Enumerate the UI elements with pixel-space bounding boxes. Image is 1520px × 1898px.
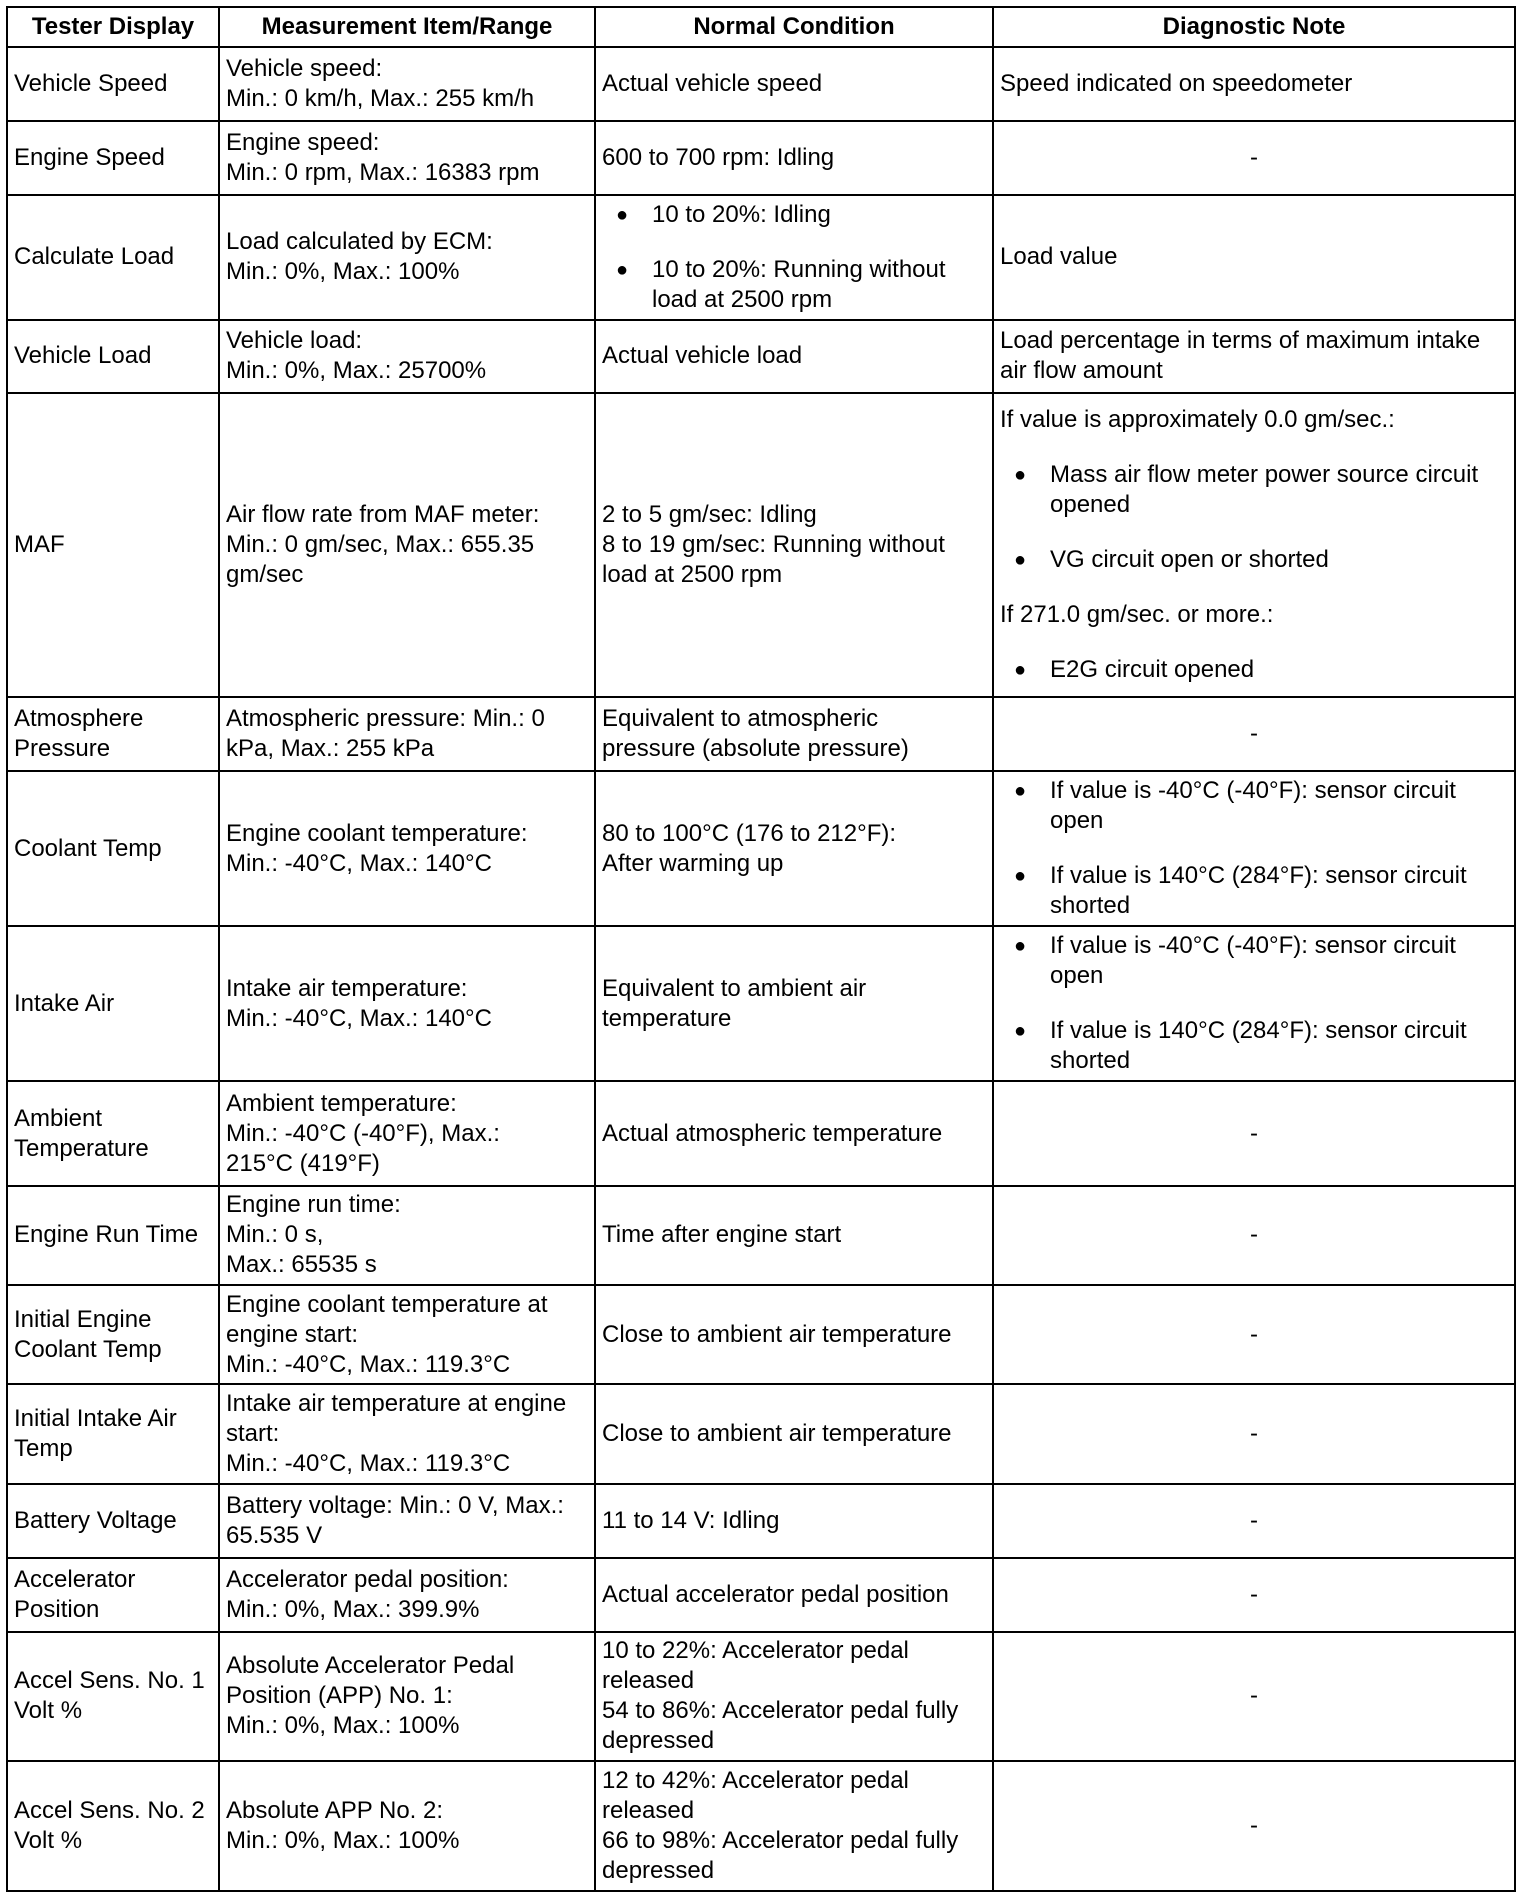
column-header-normal-condition: Normal Condition xyxy=(595,7,993,47)
bullet-item xyxy=(1000,460,1508,520)
cell-text-line: Accel Sens. No. 1 xyxy=(14,1667,205,1695)
table-row xyxy=(7,1081,1515,1185)
cell-measurement-range xyxy=(219,195,595,320)
cell-text-line: Vehicle speed: xyxy=(226,54,383,82)
cell-text-line: - xyxy=(1250,720,1258,748)
cell-normal-condition xyxy=(595,121,993,195)
cell-text-line: Close to ambient air temperature xyxy=(602,1419,952,1447)
bullet-item xyxy=(602,200,986,230)
cell-text-line: Engine Speed xyxy=(14,143,165,171)
cell-diagnostic-note xyxy=(993,1081,1515,1185)
cell-text-line: start: xyxy=(226,1419,280,1447)
cell-diagnostic-note xyxy=(993,771,1515,926)
cell-normal-condition xyxy=(595,1186,993,1285)
cell-text-line: Load percentage in terms of maximum intake xyxy=(1000,327,1481,355)
bullet-text-line: load at 2500 rpm xyxy=(652,285,833,313)
column-header-diagnostic-note: Diagnostic Note xyxy=(993,7,1515,47)
cell-text-line: Absolute APP No. 2: xyxy=(226,1797,444,1825)
cell-tester-display xyxy=(7,926,219,1081)
cell-measurement-range xyxy=(219,1384,595,1483)
cell-text-line: - xyxy=(1250,1419,1258,1447)
cell-text-line: Position xyxy=(14,1595,100,1623)
cell-text-line: Accelerator xyxy=(14,1565,136,1593)
cell-text-line: - xyxy=(1250,1580,1258,1608)
cell-text-line: Min.: 0%, Max.: 399.9% xyxy=(226,1595,480,1623)
cell-text-line: Vehicle Load xyxy=(14,342,152,370)
table-row xyxy=(7,1558,1515,1632)
cell-text-line: Min.: -40°C, Max.: 140°C xyxy=(226,1004,492,1032)
bullet-item xyxy=(1000,776,1508,836)
cell-text-line: - xyxy=(1250,1119,1258,1147)
cell-text-line: 10 to 22%: Accelerator pedal xyxy=(602,1637,909,1665)
table-row xyxy=(7,195,1515,320)
cell-text-line: Temp xyxy=(14,1434,73,1462)
cell-measurement-range xyxy=(219,47,595,121)
cell-normal-condition xyxy=(595,926,993,1081)
cell-text-line: Min.: 0%, Max.: 100% xyxy=(226,1827,460,1855)
cell-text-line: - xyxy=(1250,143,1258,171)
cell-text-line: Max.: 65535 s xyxy=(226,1251,377,1279)
cell-text-line: Min.: 0%, Max.: 100% xyxy=(226,258,460,286)
cell-text-line: 66 to 98%: Accelerator pedal fully xyxy=(602,1827,959,1855)
cell-text-line: Engine coolant temperature at xyxy=(226,1290,548,1318)
cell-text-line: load at 2500 rpm xyxy=(602,561,783,589)
cell-text-line: Engine run time: xyxy=(226,1191,401,1219)
bullet-text-line: shorted xyxy=(1050,1047,1131,1075)
cell-text-line: 12 to 42%: Accelerator pedal xyxy=(602,1767,909,1795)
cell-text-line: Engine coolant temperature: xyxy=(226,819,528,847)
cell-tester-display xyxy=(7,1632,219,1762)
cell-tester-display xyxy=(7,1081,219,1185)
cell-text-line: Accel Sens. No. 2 xyxy=(14,1797,205,1825)
cell-text-line: Pressure xyxy=(14,735,111,763)
cell-text-line: Time after engine start xyxy=(602,1221,842,1249)
table-row xyxy=(7,926,1515,1081)
cell-tester-display xyxy=(7,771,219,926)
cell-text-line: Vehicle load: xyxy=(226,327,363,355)
bullet-item xyxy=(1000,1016,1508,1076)
cell-text-line: pressure (absolute pressure) xyxy=(602,735,909,763)
bullet-item xyxy=(1000,545,1508,575)
cell-text-line: 2 to 5 gm/sec: Idling xyxy=(602,501,817,529)
cell-measurement-range xyxy=(219,1632,595,1762)
cell-measurement-range xyxy=(219,121,595,195)
bullet-text-line: ● E2G circuit opened xyxy=(1050,656,1255,684)
cell-text-line: Engine Run Time xyxy=(14,1221,199,1249)
cell-text-line: gm/sec xyxy=(226,561,304,589)
cell-text-line: kPa, Max.: 255 kPa xyxy=(226,735,435,763)
cell-normal-condition xyxy=(595,1761,993,1891)
bullet-text-line: ● If value is -40°C (-40°F): sensor circuit xyxy=(1050,777,1456,805)
cell-normal-condition xyxy=(595,1081,993,1185)
bullet-text-line: ● 10 to 20%: Idling xyxy=(652,200,831,228)
note-intro: If value is approximately 0.0 gm/sec.: xyxy=(1000,406,1395,434)
cell-text-line: Min.: 0%, Max.: 25700% xyxy=(226,357,487,385)
cell-text-line: - xyxy=(1250,1682,1258,1710)
bullet-text-line: open xyxy=(1050,807,1104,835)
cell-text-line: Coolant Temp xyxy=(14,834,162,862)
cell-text-line: Atmosphere xyxy=(14,705,144,733)
cell-normal-condition xyxy=(595,771,993,926)
cell-text-line: Equivalent to ambient air xyxy=(602,974,867,1002)
table-row xyxy=(7,121,1515,195)
cell-text-line: Ambient xyxy=(14,1104,103,1132)
cell-diagnostic-note xyxy=(993,926,1515,1081)
cell-text-line: Engine speed: xyxy=(226,128,380,156)
cell-normal-condition xyxy=(595,1632,993,1762)
cell-text-line: air flow amount xyxy=(1000,357,1163,385)
cell-text-line: Min.: 0 km/h, Max.: 255 km/h xyxy=(226,84,535,112)
cell-text-line: released xyxy=(602,1667,695,1695)
cell-tester-display xyxy=(7,1285,219,1384)
cell-text-line: Absolute Accelerator Pedal xyxy=(226,1652,515,1680)
cell-measurement-range xyxy=(219,771,595,926)
cell-text-line: Initial Engine xyxy=(14,1305,152,1333)
cell-diagnostic-note xyxy=(993,697,1515,771)
cell-text-line: Volt % xyxy=(14,1697,83,1725)
cell-text-line: Close to ambient air temperature xyxy=(602,1320,952,1348)
bullet-text-line: ● VG circuit open or shorted xyxy=(1050,546,1329,574)
cell-measurement-range xyxy=(219,1558,595,1632)
cell-diagnostic-note xyxy=(993,1384,1515,1483)
cell-diagnostic-note xyxy=(993,1285,1515,1384)
cell-diagnostic-note xyxy=(993,1761,1515,1891)
cell-tester-display xyxy=(7,121,219,195)
cell-text-line: Min.: -40°C, Max.: 119.3°C xyxy=(226,1350,511,1378)
bullet-text-line: ● Mass air flow meter power source circuit xyxy=(1050,461,1479,489)
cell-measurement-range xyxy=(219,697,595,771)
cell-text-line: Initial Intake Air xyxy=(14,1404,177,1432)
cell-text-line: Min.: -40°C (-40°F), Max.: xyxy=(226,1119,500,1147)
cell-text-line: 600 to 700 rpm: Idling xyxy=(602,143,835,171)
cell-text-line: 8 to 19 gm/sec: Running without xyxy=(602,531,945,559)
cell-diagnostic-note xyxy=(993,1186,1515,1285)
cell-text-line: Speed indicated on speedometer xyxy=(1000,69,1353,97)
cell-tester-display xyxy=(7,1484,219,1558)
cell-text-line: temperature xyxy=(602,1004,732,1032)
table-row xyxy=(7,393,1515,697)
cell-text-line: 80 to 100°C (176 to 212°F): xyxy=(602,819,897,847)
cell-diagnostic-note xyxy=(993,320,1515,394)
cell-text-line: Min.: 0 rpm, Max.: 16383 rpm xyxy=(226,158,540,186)
cell-text-line: Atmospheric pressure: Min.: 0 xyxy=(226,705,545,733)
cell-measurement-range xyxy=(219,926,595,1081)
cell-diagnostic-note xyxy=(993,121,1515,195)
bullet-item xyxy=(1000,861,1508,921)
cell-text-line: Coolant Temp xyxy=(14,1335,162,1363)
cell-diagnostic-note xyxy=(993,47,1515,121)
cell-text-line: 11 to 14 V: Idling xyxy=(602,1506,780,1534)
table-header-row xyxy=(7,7,1515,47)
cell-tester-display xyxy=(7,1186,219,1285)
table-row xyxy=(7,47,1515,121)
cell-text-line: Min.: -40°C, Max.: 140°C xyxy=(226,849,492,877)
bullet-text-line: ● If value is -40°C (-40°F): sensor circuit xyxy=(1050,932,1456,960)
cell-text-line: Intake Air xyxy=(14,989,115,1017)
bullet-text-line: ● If value is 140°C (284°F): sensor circuit xyxy=(1050,862,1467,890)
cell-text-line: Actual accelerator pedal position xyxy=(602,1580,949,1608)
cell-tester-display xyxy=(7,697,219,771)
cell-text-line: Min.: 0 gm/sec, Max.: 655.35 xyxy=(226,531,535,559)
cell-text-line: Actual vehicle speed xyxy=(602,69,823,97)
cell-text-line: MAF xyxy=(14,531,65,559)
cell-normal-condition xyxy=(595,320,993,394)
table-row xyxy=(7,320,1515,394)
cell-diagnostic-note xyxy=(993,1632,1515,1762)
cell-normal-condition xyxy=(595,697,993,771)
bullet-text-line: opened xyxy=(1050,491,1131,519)
bullet-text-line: open xyxy=(1050,962,1104,990)
cell-measurement-range xyxy=(219,393,595,697)
cell-text-line: Position (APP) No. 1: xyxy=(226,1682,453,1710)
cell-text-line: Vehicle Speed xyxy=(14,69,168,97)
table-row xyxy=(7,1186,1515,1285)
cell-tester-display xyxy=(7,393,219,697)
cell-text-line: 54 to 86%: Accelerator pedal fully xyxy=(602,1697,959,1725)
cell-tester-display xyxy=(7,1761,219,1891)
cell-measurement-range xyxy=(219,320,595,394)
cell-text-line: Min.: 0 s, xyxy=(226,1221,324,1249)
cell-text-line: Actual vehicle load xyxy=(602,342,803,370)
cell-normal-condition xyxy=(595,47,993,121)
cell-text-line: - xyxy=(1250,1221,1258,1249)
cell-text-line: Load calculated by ECM: xyxy=(226,228,493,256)
cell-normal-condition xyxy=(595,1384,993,1483)
cell-normal-condition xyxy=(595,1484,993,1558)
bullet-text-line: ● If value is 140°C (284°F): sensor circuit xyxy=(1050,1017,1467,1045)
cell-text-line: depressed xyxy=(602,1727,715,1755)
table-row xyxy=(7,771,1515,926)
cell-text-line: Battery voltage: Min.: 0 V, Max.: xyxy=(226,1491,564,1519)
cell-text-line: depressed xyxy=(602,1857,715,1885)
column-header-tester-display: Tester Display xyxy=(7,7,219,47)
cell-measurement-range xyxy=(219,1761,595,1891)
cell-text-line: released xyxy=(602,1797,695,1825)
cell-text-line: - xyxy=(1250,1812,1258,1840)
cell-tester-display xyxy=(7,47,219,121)
cell-text-line: Ambient temperature: xyxy=(226,1089,457,1117)
cell-normal-condition xyxy=(595,1558,993,1632)
bullet-text-line: shorted xyxy=(1050,892,1131,920)
table-row xyxy=(7,1484,1515,1558)
cell-text-line: Actual atmospheric temperature xyxy=(602,1119,943,1147)
cell-text-line: Accelerator pedal position: xyxy=(226,1565,509,1593)
cell-diagnostic-note xyxy=(993,195,1515,320)
cell-normal-condition xyxy=(595,195,993,320)
table-row xyxy=(7,697,1515,771)
table-row xyxy=(7,1285,1515,1384)
cell-text-line: Air flow rate from MAF meter: xyxy=(226,501,540,529)
cell-measurement-range xyxy=(219,1484,595,1558)
cell-diagnostic-note xyxy=(993,1558,1515,1632)
cell-text-line: - xyxy=(1250,1320,1258,1348)
cell-text-line: Intake air temperature at engine xyxy=(226,1389,567,1417)
cell-text-line: 65.535 V xyxy=(226,1521,323,1549)
bullet-item xyxy=(1000,931,1508,991)
table-row xyxy=(7,1384,1515,1483)
cell-tester-display xyxy=(7,1558,219,1632)
cell-normal-condition xyxy=(595,393,993,697)
bullet-text-line: ● 10 to 20%: Running without xyxy=(652,255,946,283)
cell-text-line: 215°C (419°F) xyxy=(226,1149,380,1177)
column-header-measurement-item: Measurement Item/Range xyxy=(219,7,595,47)
bullet-item xyxy=(602,255,986,315)
cell-measurement-range xyxy=(219,1186,595,1285)
cell-diagnostic-note xyxy=(993,393,1515,697)
table-row xyxy=(7,1632,1515,1762)
cell-tester-display xyxy=(7,320,219,394)
cell-text-line: Battery Voltage xyxy=(14,1506,177,1534)
cell-text-line: Equivalent to atmospheric xyxy=(602,705,879,733)
cell-normal-condition xyxy=(595,1285,993,1384)
cell-text-line: Volt % xyxy=(14,1827,83,1855)
cell-measurement-range xyxy=(219,1081,595,1185)
cell-text-line: Min.: 0%, Max.: 100% xyxy=(226,1712,460,1740)
cell-tester-display xyxy=(7,1384,219,1483)
cell-text-line: - xyxy=(1250,1506,1258,1534)
cell-measurement-range xyxy=(219,1285,595,1384)
table-row xyxy=(7,1761,1515,1891)
cell-text-line: Calculate Load xyxy=(14,243,175,271)
cell-text-line: Load value xyxy=(1000,243,1118,271)
note-intro: If 271.0 gm/sec. or more.: xyxy=(1000,601,1274,629)
bullet-item xyxy=(1000,655,1508,685)
cell-text-line: After warming up xyxy=(602,849,784,877)
cell-tester-display xyxy=(7,195,219,320)
cell-diagnostic-note xyxy=(993,1484,1515,1558)
cell-text-line: Intake air temperature: xyxy=(226,974,468,1002)
cell-text-line: engine start: xyxy=(226,1320,359,1348)
data-list-table xyxy=(6,6,1516,1892)
cell-text-line: Min.: -40°C, Max.: 119.3°C xyxy=(226,1449,511,1477)
cell-text-line: Temperature xyxy=(14,1134,149,1162)
